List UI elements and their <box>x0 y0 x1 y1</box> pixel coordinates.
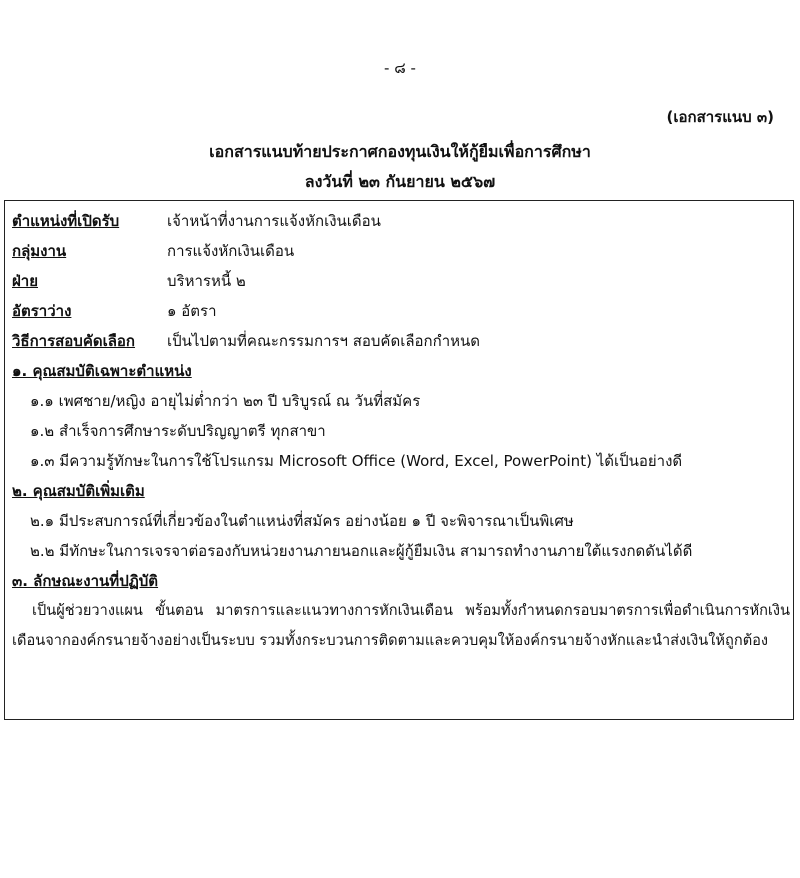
job-description-paragraph: เป็นผู้ช่วยวางแผน ขั้นตอน มาตรการและแนวทางการหักเงินเดือน พร้อมทั้งกำหนดกรอบมาตรการเพื่อดำเนินการหักเงินเดือนจากองค์กรนายจ้างอย่างเป็นระบบ รวมทั้งกระบวนการติดตามและควบคุมให้องค์กรนายจ้างหักและนำส่งเงินให้ถูกต้อง <box>12 602 790 649</box>
section-2-heading: ๒. คุณสมบัติเพิ่มเติม <box>12 482 145 500</box>
field-label: วิธีการสอบคัดเลือก <box>12 332 136 350</box>
field-label: อัตราว่าง <box>12 302 72 320</box>
field-label: กลุ่มงาน <box>12 242 67 260</box>
section-3-heading: ๓. ลักษณะงานที่ปฏิบัติ <box>12 572 159 590</box>
attachment-label: (เอกสารแนบ ๓) <box>666 108 774 126</box>
section-1-heading: ๑. คุณสมบัติเฉพาะตำแหน่ง <box>12 362 192 380</box>
field-label: ตำแหน่งที่เปิดรับ <box>12 212 120 230</box>
title-line-2: ลงวันที่ ๒๓ กันยายน ๒๕๖๗ <box>304 172 496 191</box>
field-label: ฝ่าย <box>12 272 39 290</box>
field-work-group <box>12 236 790 266</box>
field-department <box>12 266 790 296</box>
field-position <box>12 206 790 236</box>
list-item: ๒.๒ มีทักษะในการเจรจาต่อรองกับหน่วยงานภายนอกและผู้กู้ยืมเงิน สามารถทำงานภายใต้แรงกดดันได้ดี <box>30 542 693 560</box>
field-value: บริหารหนี้ ๒ <box>167 272 246 290</box>
list-item: ๑.๓ มีความรู้ทักษะในการใช้โปรแกรม Microsoft Office (Word, Excel, PowerPoint) ได้เป็นอย่างดี <box>30 452 683 470</box>
job-details <box>12 206 790 656</box>
list-item: ๑.๑ เพศชาย/หญิง อายุไม่ต่ำกว่า ๒๓ ปี บริบูรณ์ ณ วันที่สมัคร <box>30 392 421 410</box>
field-value: ๑ อัตรา <box>167 302 217 320</box>
list-item: ๑.๒ สำเร็จการศึกษาระดับปริญญาตรี ทุกสาขา <box>30 422 326 440</box>
title-line-1: เอกสารแนบท้ายประกาศกองทุนเงินให้กู้ยืมเพื่อการศึกษา <box>209 142 591 161</box>
document-title <box>0 137 800 197</box>
page-number: - ๘ - <box>384 59 416 77</box>
field-value: เป็นไปตามที่คณะกรรมการฯ สอบคัดเลือกกำหนด <box>167 332 481 350</box>
field-value: เจ้าหน้าที่งานการแจ้งหักเงินเดือน <box>167 212 381 230</box>
list-item: ๒.๑ มีประสบการณ์ที่เกี่ยวข้องในตำแหน่งที่สมัคร อย่างน้อย ๑ ปี จะพิจารณาเป็นพิเศษ <box>30 512 574 530</box>
field-selection-method <box>12 326 790 356</box>
field-vacancies <box>12 296 790 326</box>
field-value: การแจ้งหักเงินเดือน <box>167 242 295 260</box>
